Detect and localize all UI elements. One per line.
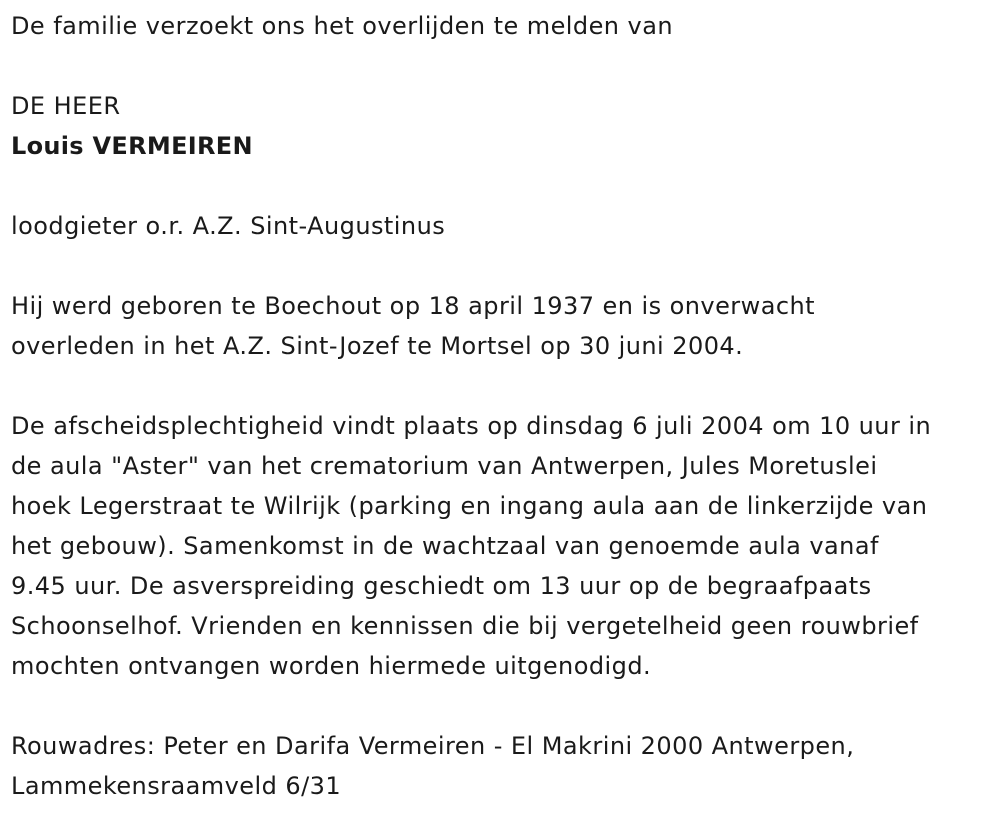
spacer (11, 246, 993, 286)
occupation: loodgieter o.r. A.Z. Sint-Augustinus (11, 212, 446, 240)
mourning-address (11, 726, 993, 806)
birth-death-paragraph (11, 286, 993, 366)
paragraph-line: Hij werd geboren te Boechout op 18 april 1937 en is onverwacht (11, 292, 816, 320)
spacer (11, 366, 993, 406)
spacer (11, 46, 993, 86)
intro-text: De familie verzoekt ons het overlijden te melden van (11, 12, 674, 40)
paragraph-line: het gebouw). Samenkomst in de wachtzaal van genoemde aula vanaf (11, 532, 879, 560)
address-line: Rouwadres: Peter en Darifa Vermeiren - El Makrini 2000 Antwerpen, (11, 732, 855, 760)
paragraph-line: De afscheidsplechtigheid vindt plaats op dinsdag 6 juli 2004 om 10 uur in (11, 412, 932, 440)
address-line: Lammekensraamveld 6/31 (11, 772, 342, 800)
spacer (11, 686, 993, 726)
paragraph-line: Schoonselhof. Vrienden en kennissen die bij vergetelheid geen rouwbrief (11, 612, 919, 640)
salutation: DE HEER (11, 92, 121, 120)
death-notice (11, 6, 993, 806)
deceased-name: Louis VERMEIREN (11, 132, 253, 160)
paragraph-line: 9.45 uur. De asverspreiding geschiedt om 13 uur op de begraafpaats (11, 572, 872, 600)
paragraph-line: de aula "Aster" van het crematorium van Antwerpen, Jules Moretuslei (11, 452, 878, 480)
paragraph-line: overleden in het A.Z. Sint-Jozef te Mortsel op 30 juni 2004. (11, 332, 744, 360)
paragraph-line: hoek Legerstraat te Wilrijk (parking en ingang aula aan de linkerzijde van (11, 492, 928, 520)
ceremony-paragraph (11, 406, 993, 686)
spacer (11, 166, 993, 206)
paragraph-line: mochten ontvangen worden hiermede uitgenodigd. (11, 652, 652, 680)
